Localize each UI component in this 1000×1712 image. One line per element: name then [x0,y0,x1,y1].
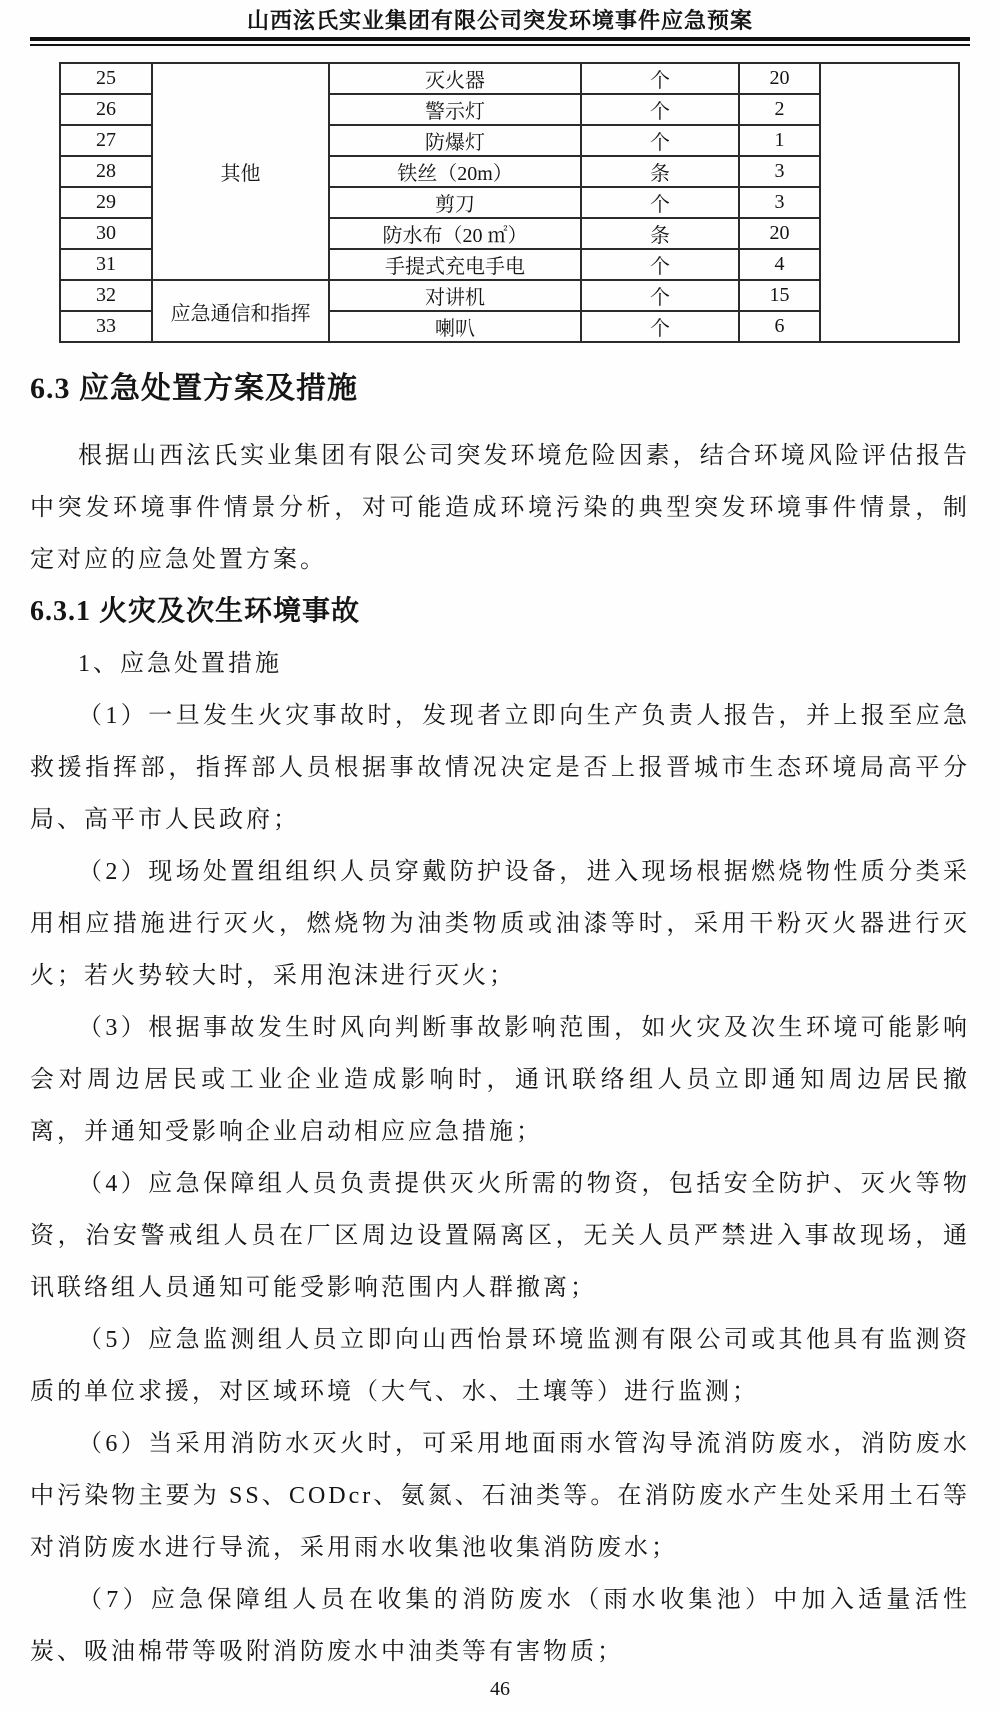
measure-item-4: （4）应急保障组人员负责提供灭火所需的物资，包括安全防护、灭火等物资，治安警戒组人员在厂区周边设置隔离区，无关人员严禁进入事故现场，通讯联络组人员通知可能受影响范围内人群撤离； [30,1171,970,1301]
measure-item-7: （7）应急保障组人员在收集的消防废水（雨水收集池）中加入适量活性炭、吸油棉带等吸附消防废水中油类等有害物质； [30,1587,970,1665]
qty-cell: 15 [739,280,820,311]
remarks-cell [820,63,959,342]
document-body [30,430,970,1678]
unit-cell: 个 [581,63,739,94]
document-header-title: 山西泫氏实业集团有限公司突发环境事件应急预案 [246,8,753,33]
table-row [60,63,959,94]
emergency-equipment-table [59,62,960,343]
measure-item-1: （1）一旦发生火灾事故时，发现者立即向生产负责人报告，并上报至应急救援指挥部，指挥部人员根据事故情况决定是否上报晋城市生态环境局高平分局、高平市人民政府； [30,703,970,833]
item-cell: 剪刀 [329,187,581,218]
item-cell: 警示灯 [329,94,581,125]
measure-item-5: （5）应急监测组人员立即向山西怡景环境监测有限公司或其他具有监测资质的单位求援，对区域环境（大气、水、土壤等）进行监测； [30,1327,970,1405]
item-cell: 灭火器 [329,63,581,94]
row-no-cell: 30 [60,218,152,249]
item-cell: 防爆灯 [329,125,581,156]
measure-item-2: （2）现场处置组组织人员穿戴防护设备，进入现场根据燃烧物性质分类采用相应措施进行灭火，燃烧物为油类物质或油漆等时，采用干粉灭火器进行灭火；若火势较大时，采用泡沫进行灭火； [30,859,970,989]
unit-cell: 个 [581,280,739,311]
item-cell: 铁丝（20m） [329,156,581,187]
unit-cell: 个 [581,311,739,342]
row-no-cell: 26 [60,94,152,125]
sub-heading-measures: 1、应急处置措施 [78,651,282,677]
qty-cell: 4 [739,249,820,280]
item-cell: 手提式充电手电 [329,249,581,280]
row-no-cell: 28 [60,156,152,187]
row-no-cell: 33 [60,311,152,342]
category-cell-other: 其他 [152,63,329,280]
header-rule [30,37,970,46]
unit-cell: 条 [581,156,739,187]
section-heading-6-3-1: 6.3.1 火灾及次生环境事故 [30,596,361,627]
row-no-cell: 29 [60,187,152,218]
item-cell: 喇叭 [329,311,581,342]
item-cell: 防水布（20 ㎡） [329,218,581,249]
unit-cell: 个 [581,125,739,156]
row-no-cell: 32 [60,280,152,311]
qty-cell: 20 [739,218,820,249]
unit-cell: 个 [581,187,739,218]
qty-cell: 3 [739,156,820,187]
unit-cell: 个 [581,94,739,125]
qty-cell: 2 [739,94,820,125]
item-cell: 对讲机 [329,280,581,311]
category-cell-communication: 应急通信和指挥 [152,280,329,342]
row-no-cell: 31 [60,249,152,280]
measure-item-6: （6）当采用消防水灭火时，可采用地面雨水管沟导流消防废水，消防废水中污染物主要为 SS、CODcr、氨氮、石油类等。在消防废水产生处采用土石等对消防废水进行导流，采用雨水收集池收集消防废水； [30,1431,970,1561]
qty-cell: 1 [739,125,820,156]
measure-item-3: （3）根据事故发生时风向判断事故影响范围，如火灾及次生环境可能影响会对周边居民或工业企业造成影响时，通讯联络组人员立即通知周边居民撤离，并通知受影响企业启动相应应急措施； [30,1015,970,1145]
qty-cell: 20 [739,63,820,94]
qty-cell: 3 [739,187,820,218]
section-heading-6-3: 6.3 应急处置方案及措施 [30,372,358,405]
row-no-cell: 25 [60,63,152,94]
row-no-cell: 27 [60,125,152,156]
qty-cell: 6 [739,311,820,342]
unit-cell: 个 [581,249,739,280]
intro-paragraph: 根据山西泫氏实业集团有限公司突发环境危险因素，结合环境风险评估报告中突发环境事件情景分析，对可能造成环境污染的典型突发环境事件情景，制定对应的应急处置方案。 [30,443,970,573]
page-number: 46 [490,1678,510,1700]
unit-cell: 条 [581,218,739,249]
